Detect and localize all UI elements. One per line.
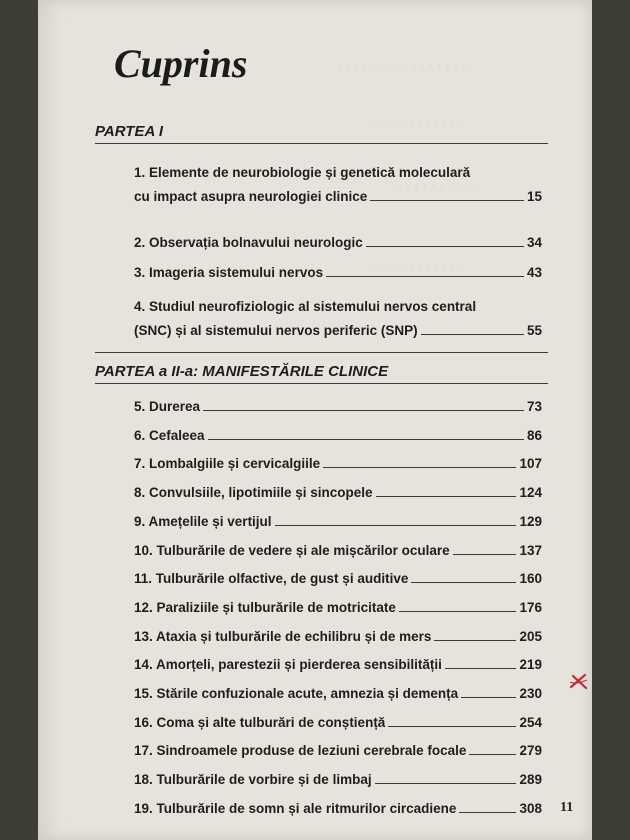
entry-title: 18. Tulburările de vorbire și de limbaj — [134, 772, 372, 788]
dot-leader — [366, 246, 524, 247]
dot-leader — [469, 754, 516, 755]
entry-title: 6. Cefaleea — [134, 427, 205, 443]
dot-leader — [388, 726, 516, 727]
entry-page-number: 34 — [526, 235, 542, 250]
dot-leader — [275, 525, 517, 526]
dot-leader — [370, 200, 524, 201]
entry-title: 7. Lombalgiile și cervicalgiile — [134, 456, 321, 472]
dot-leader — [445, 668, 517, 669]
toc-entry[interactable] — [134, 570, 542, 588]
entry-title: 12. Paraliziile și tulburările de motricitate — [134, 599, 396, 615]
entry-page-number: 279 — [519, 743, 542, 759]
entry-page-number: 219 — [519, 657, 542, 673]
entry-title: 14. Amorțeli, parestezii și pierderea sensibilității — [134, 657, 442, 673]
entry-page-number: 73 — [526, 399, 542, 414]
dot-leader — [461, 697, 516, 698]
dot-leader — [375, 783, 517, 784]
toc-entry[interactable] — [134, 164, 542, 206]
toc-entry[interactable] — [134, 656, 542, 674]
toc-entry[interactable] — [134, 742, 542, 760]
book-page: · · · · · · · · · · · · · · · · · · · · · · · · · · · · · · · · · · · · · · · · · · · · · · · · · · Cuprins PARTEA I 1. Elemente de neurobiologie și genetică moleculară cu impact asupra neurologiei clinice 15 2. Observația bolnavului neurologic 34 3. Imageria sistemului nervos 43 4. Studiul neurofiziologic al sistemului nervos central (SNC) și al sistemului nervos periferic (SNP) 55 PARTEA a II-a: MANIFESTĂRILE CLINICE 5. Durerea 73 6. Cefaleea 86 7. Lombalgiile și cervicalgiile 107 8. Convulsiile, lipotimiile și sincopele 124 9. Amețelile și vertijul 129 10. Tulburările de vedere și ale mișcărilor oculare 137 11. Tulburările olfactive, de gust și auditive 160 12. Paraliziile și tulburările de motricitate 176 13. Ataxia și tulburările de echilibru și de mers 205 14. Amorțeli, parestezii și pierderea sensibilității 219 15. Stările confuzionale acute, amnezia și demența 230 16. Coma și alte tulburări de conștiență 254 17. Sindroamele produse de leziuni cerebrale focale 279 18. Tulburările de vorbire și de limbaj 289 19. Tulburările de somn și ale ritmurilor circadiene 308 11 — [38, 0, 592, 840]
toc-entry[interactable] — [134, 234, 542, 252]
entry-page-number: 124 — [519, 485, 542, 501]
entry-title: 2. Observația bolnavului neurologic — [134, 235, 363, 250]
part-one-heading: PARTEA I — [95, 123, 164, 140]
toc-entry[interactable] — [134, 628, 542, 646]
entry-page-number: 15 — [526, 189, 542, 204]
entry-page-number: 43 — [526, 265, 542, 280]
entry-title: 5. Durerea — [134, 399, 201, 414]
toc-entry[interactable] — [134, 484, 542, 502]
dot-leader — [376, 496, 517, 497]
entry-title: 8. Convulsiile, lipotimiile și sincopele — [134, 485, 373, 501]
entry-page-number: 107 — [519, 456, 542, 472]
entry-page-number: 176 — [519, 599, 542, 615]
toc-entry[interactable] — [134, 714, 542, 732]
part-two-top-divider — [95, 352, 548, 353]
toc-entry[interactable] — [134, 800, 542, 818]
entry-page-number: 289 — [519, 772, 542, 788]
entry-title-line: 4. Studiul neurofiziologic al sistemului nervos central — [134, 299, 477, 314]
toc-entry[interactable] — [134, 599, 542, 617]
entry-page-number: 55 — [526, 323, 542, 338]
handwritten-x-mark — [568, 670, 590, 692]
dot-leader — [453, 554, 517, 555]
entry-title: 13. Ataxia și tulburările de echilibru și de mers — [134, 628, 432, 644]
page-number: 11 — [560, 800, 574, 815]
toc-entry[interactable] — [134, 455, 542, 473]
entry-title-line: 1. Elemente de neurobiologie și genetică moleculară — [134, 165, 471, 180]
toc-entry[interactable] — [134, 542, 542, 560]
toc-entry[interactable] — [134, 298, 542, 340]
toc-entry[interactable] — [134, 771, 542, 789]
entry-page-number: 137 — [519, 542, 542, 558]
entry-title: 17. Sindroamele produse de leziuni cerebrale focale — [134, 743, 467, 759]
entry-title-line: (SNC) și al sistemului nervos periferic (SNP) — [134, 323, 418, 338]
dot-leader — [323, 467, 516, 468]
dot-leader — [459, 812, 516, 813]
dot-leader — [399, 611, 517, 612]
entry-page-number: 160 — [519, 571, 542, 587]
dot-leader — [208, 439, 524, 440]
dot-leader — [411, 582, 516, 583]
toc-entry[interactable] — [134, 398, 542, 416]
entry-page-number: 129 — [519, 513, 542, 529]
dot-leader — [203, 410, 524, 411]
entry-title-line: cu impact asupra neurologiei clinice — [134, 189, 368, 204]
part-two-divider — [95, 383, 548, 384]
entry-title: 3. Imageria sistemului nervos — [134, 265, 324, 280]
entry-page-number: 308 — [519, 800, 542, 816]
dot-leader — [421, 334, 524, 335]
dot-leader — [326, 276, 524, 277]
entry-page-number: 230 — [519, 686, 542, 701]
entry-title: 15. Stările confuzionale acute, amnezia și demența — [134, 686, 459, 701]
entry-title: 10. Tulburările de vedere și ale mișcărilor oculare — [134, 542, 450, 558]
entry-title: 9. Amețelile și vertijul — [134, 513, 272, 529]
toc-entry[interactable] — [134, 264, 542, 282]
entry-title: 19. Tulburările de somn și ale ritmurilor circadiene — [134, 800, 457, 816]
part-two-heading: PARTEA a II-a: MANIFESTĂRILE CLINICE — [95, 363, 389, 380]
dot-leader — [434, 640, 516, 641]
page-title: Cuprins — [114, 41, 248, 86]
toc-entry[interactable] — [134, 427, 542, 445]
entry-page-number: 86 — [526, 427, 542, 443]
entry-title: 16. Coma și alte tulburări de conștiență — [134, 714, 386, 730]
toc-entry[interactable] — [134, 685, 542, 703]
entry-page-number: 205 — [519, 628, 542, 644]
entry-title: 11. Tulburările olfactive, de gust și auditive — [134, 571, 409, 587]
toc-entry[interactable] — [134, 513, 542, 531]
part-one-divider — [95, 143, 548, 144]
entry-page-number: 254 — [519, 714, 542, 730]
